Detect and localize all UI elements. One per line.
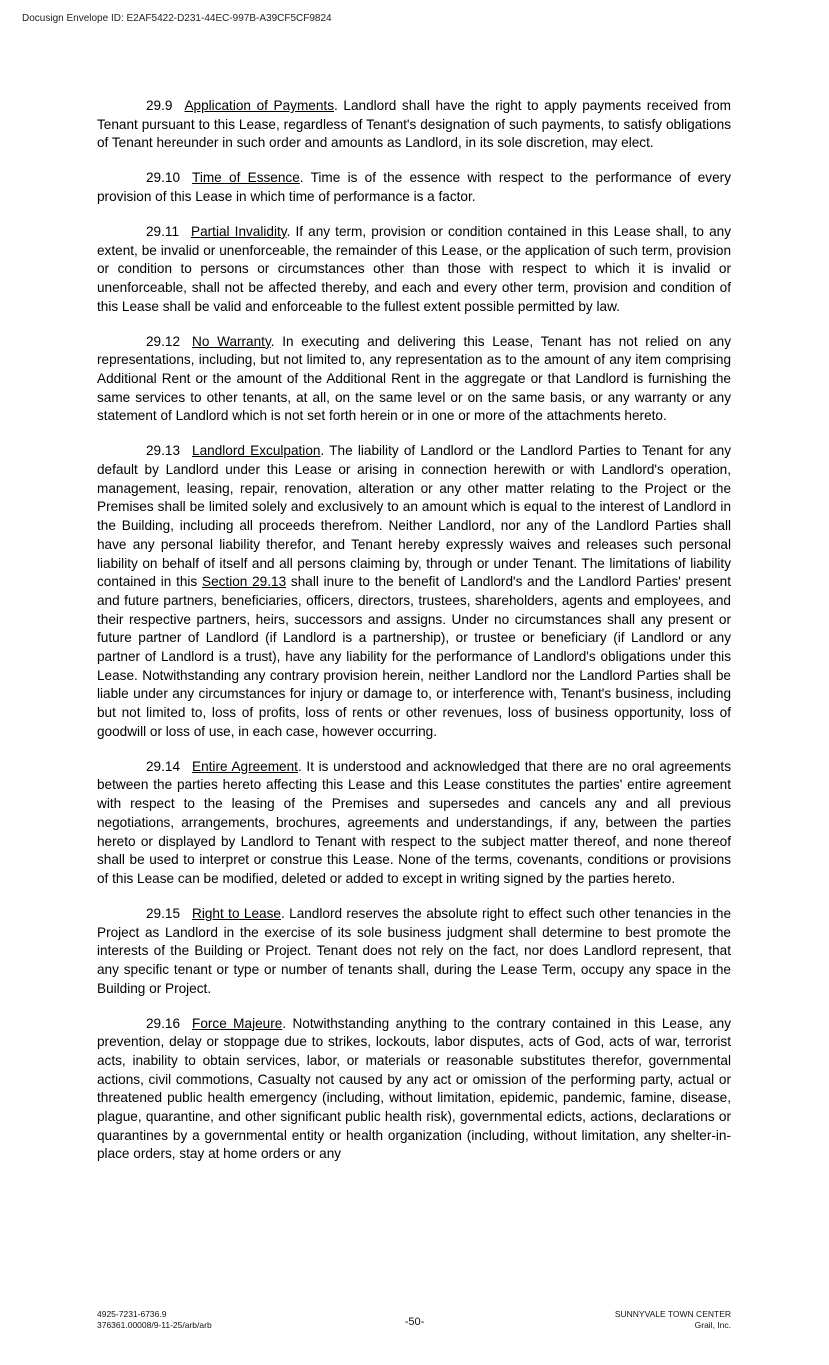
section-number: 29.12 [146, 333, 181, 349]
section-heading: Entire Agreement [192, 758, 298, 774]
section-number: 29.10 [146, 170, 181, 186]
section-29-11 [97, 223, 731, 317]
section-text: . It is understood and acknowledged that there are no oral agreements between the parties hereto affecting this Lease and this Lease constitutes the parties' entire agreement with respect to the leasing of the Premises and supersedes and cancels any and all previous negotiations, arrangements, brochures, agreements and understandings, if any, between the parties hereto or displayed by Landlord to Tenant with respect to the subject matter thereof, and none thereof shall be used to interpret or construe this Lease. None of the terms, covenants, conditions or provisions of this Lease can be modified, deleted or added to except in writing signed by the parties hereto. [97, 758, 731, 886]
document-body [97, 97, 731, 1180]
section-text: . If any term, provision or condition contained in this Lease shall, to any extent, be invalid or unenforceable, the remainder of this Lease, or the application of such term, provision or condition to persons or circumstances other than those with respect to which it is invalid or unenforceable, shall not be affected thereby, and each and every other term, provision and condition of this Lease shall be valid and enforceable to the fullest extent possible permitted by law. [97, 223, 732, 314]
section-29-10 [97, 169, 731, 206]
section-29-15 [97, 905, 731, 999]
section-text-continued: shall inure to the benefit of Landlord's and the Landlord Parties' present and future partners, beneficiaries, officers, directors, trustees, shareholders, agents and employees, and their respective partners, heirs, successors and assigns. Under no circumstances shall any present or future partner of Landlord (if Landlord is a partnership), or trustee or beneficiary (if Landlord or any partner of Landlord is a trust), have any liability for the performance of Landlord's obligations under this Lease. Notwithstanding any contrary provision herein, neither Landlord nor the Landlord Parties shall be liable under any circumstances for injury or damage to, or interference with, Tenant's business, including but not limited to, loss of profits, loss of rents or other revenues, loss of business opportunity, loss of goodwill or loss of use, in each case, however occurring. [97, 574, 731, 739]
footer-doc-number: 4925-7231-6736.9 [97, 1309, 167, 1319]
section-text: . The liability of Landlord or the Landlord Parties to Tenant for any default by Landlord under this Lease or arising in connection herewith or with Landlord's operation, management, leasing, repair, renovation, alteration or any other matter relating to the Project or the Premises shall be limited solely and exclusively to an amount which is equal to the interest of Landlord in the Building, including all proceeds therefrom. Neither Landlord, nor any of the Landlord Parties shall have any personal liability therefor, and Tenant hereby expressly waives and releases such personal liability on behalf of itself and all persons claiming by, through or under Tenant. The limitations of liability contained in this [97, 443, 732, 590]
section-number: 29.11 [146, 223, 180, 239]
envelope-id: Docusign Envelope ID: E2AF5422-D231-44EC-997B-A39CF5CF9824 [22, 13, 332, 24]
section-number: 29.14 [146, 758, 181, 774]
footer-project [615, 1309, 731, 1330]
page-number: -50- [404, 1316, 425, 1328]
section-heading: Partial Invalidity [191, 223, 287, 239]
section-heading: Landlord Exculpation [192, 443, 321, 459]
section-29-9 [97, 97, 731, 153]
section-cross-reference: Section 29.13 [202, 574, 287, 590]
section-heading: No Warranty [192, 333, 271, 349]
footer-matter-number: 376361.00008/9-11-25/arb/arb [97, 1319, 212, 1330]
section-heading: Force Majeure [192, 1015, 283, 1031]
section-heading: Right to Lease [192, 905, 281, 921]
section-29-14 [97, 758, 731, 889]
section-29-12 [97, 333, 731, 427]
section-number: 29.9 [146, 98, 173, 113]
section-text: . Landlord shall have the right to apply payments received from Tenant pursuant to this Lease, regardless of Tenant's designation of such payments, to satisfy obligations of Tenant hereunder in such order and amounts as Landlord, in its sole discretion, may elect. [97, 98, 731, 151]
section-text: . In executing and delivering this Lease, Tenant has not relied on any representations, including, but not limited to, any representation as to the amount of any item comprising Additional Rent or the amount of the Additional Rent in the aggregate or that Landlord is furnishing the same services to other tenants, at all, on the same level or on the same basis, or any warranty or any statement of Landlord which is not set forth herein or in one or more of the attachments hereto. [97, 333, 731, 424]
section-text: . Notwithstanding anything to the contrary contained in this Lease, any prevention, delay or stoppage due to strikes, lockouts, labor disputes, acts of God, acts of war, terrorist acts, inability to obtain services, labor, or materials or reasonable substitutes therefor, governmental actions, civil commotions, Casualty not caused by any act or omission of the performing party, actual or threatened public health emergency (including, without limitation, epidemic, pandemic, famine, disease, plague, quarantine, and other significant public health risk), governmental edicts, actions, declarations or quarantines by a governmental entity or health organization (including, without limitation, any shelter-in-place orders, stay at home orders or any [97, 1015, 731, 1162]
footer-project-name: SUNNYVALE TOWN CENTER [614, 1309, 731, 1319]
section-number: 29.16 [146, 1015, 181, 1031]
section-number: 29.15 [146, 905, 181, 921]
section-number: 29.13 [146, 443, 181, 459]
section-text: . Landlord reserves the absolute right to effect such other tenancies in the Project as Landlord in the exercise of its sole business judgment shall determine to best promote the interests of the Building or Project. Tenant does not rely on the fact, nor does Landlord represent, that any specific tenant or type or number of tenants shall, during the Lease Term, occupy any space in the Building or Project. [97, 905, 731, 996]
footer-tenant-name: Grail, Inc. [694, 1319, 731, 1330]
section-heading: Time of Essence [192, 170, 300, 186]
section-29-16 [97, 1015, 731, 1165]
section-29-13 [97, 442, 731, 741]
section-text: . Time is of the essence with respect to the performance of every provision of this Lease in which time of performance is a factor. [97, 170, 731, 204]
section-heading: Application of Payments [184, 98, 334, 113]
